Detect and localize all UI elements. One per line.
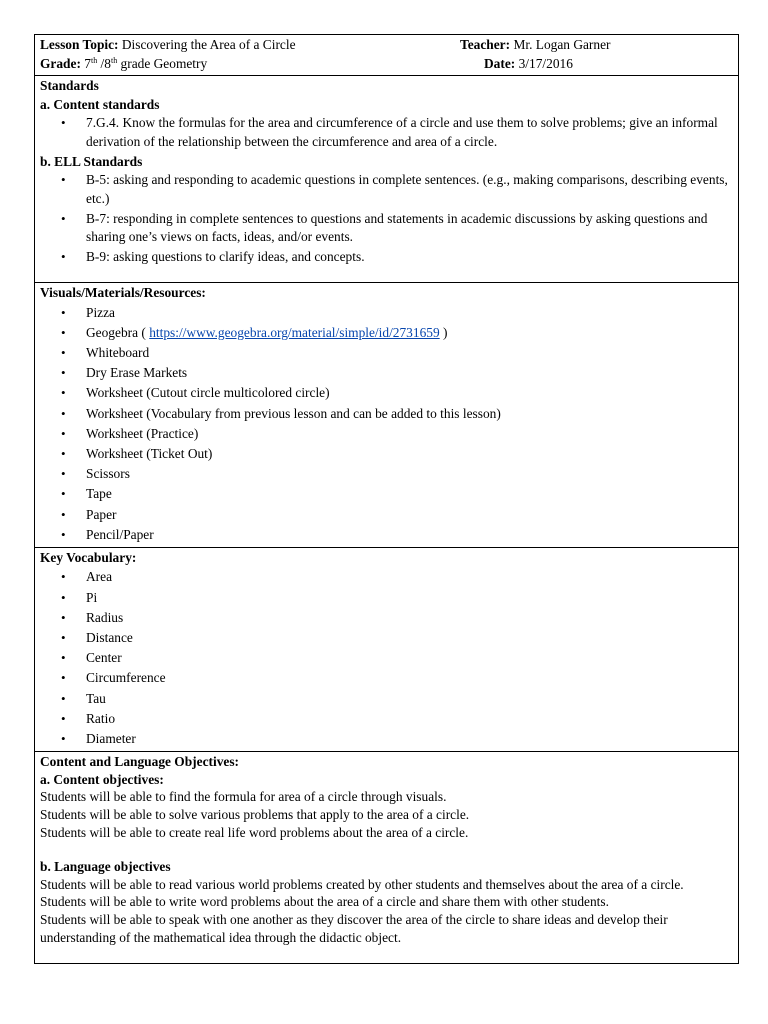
bullet-icon: • <box>61 425 66 441</box>
list-item-text: Pizza <box>86 304 115 320</box>
bullet-icon: • <box>61 526 66 542</box>
bullet-icon: • <box>61 172 66 187</box>
date <box>460 55 733 74</box>
list-item <box>40 424 733 444</box>
lesson-topic-label: Lesson Topic: <box>40 37 119 52</box>
vocabulary-cell <box>34 548 739 752</box>
bullet-icon: • <box>61 304 66 320</box>
list-item-text: Tau <box>86 690 106 706</box>
objective-line: Students will be able to find the formula for area of a circle through visuals. <box>40 789 447 805</box>
objective-line: Students will be able to speak with one another as they discover the area of the circle to share ideas and develop their understanding of the mathematical idea through the didactic object. <box>40 912 668 945</box>
lesson-topic <box>40 36 460 55</box>
bullet-icon: • <box>61 405 66 421</box>
grade-a-sup: th <box>90 55 98 65</box>
list-item <box>40 114 733 151</box>
objective-line: Students will be able to write word problems about the area of a circle and share them with other students. <box>40 894 609 910</box>
list-item-text: Ratio <box>86 710 116 726</box>
list-item-text: Radius <box>86 609 124 625</box>
language-objectives-title: b. Language objectives <box>40 859 171 875</box>
list-item <box>40 709 733 729</box>
grade <box>40 55 460 74</box>
list-item <box>40 505 733 525</box>
list-item <box>40 567 733 587</box>
bullet-icon: • <box>61 630 66 646</box>
bullet-icon: • <box>61 506 66 522</box>
bullet-icon: • <box>61 690 66 706</box>
bullet-icon: • <box>61 486 66 502</box>
ell-standards-list <box>40 171 733 267</box>
grade-a: 7 <box>84 55 91 71</box>
list-item <box>40 628 733 648</box>
list-item <box>40 588 733 608</box>
bullet-icon: • <box>61 385 66 401</box>
bullet-icon: • <box>61 589 66 605</box>
objectives-cell <box>34 752 739 964</box>
objective-line: Students will be able to solve various problems that apply to the area of a circle. <box>40 807 470 823</box>
list-item <box>40 363 733 383</box>
grade-sep: /8 <box>97 55 111 71</box>
lesson-topic-value: Discovering the Area of a Circle <box>121 37 296 52</box>
standards-cell <box>34 76 739 283</box>
geogebra-prefix: Geogebra ( <box>86 324 150 340</box>
list-item <box>40 404 733 424</box>
bullet-icon: • <box>61 466 66 482</box>
list-item <box>40 464 733 484</box>
list-item-text: Pencil/Paper <box>86 526 154 542</box>
objectives-title: Content and Language Objectives: <box>40 754 240 770</box>
list-item <box>40 668 733 688</box>
list-item <box>40 383 733 403</box>
list-item <box>40 729 733 749</box>
ell-standards-title: b. ELL Standards <box>40 153 143 169</box>
list-item-text: Paper <box>86 506 117 522</box>
list-item-text: B-9: asking questions to clarify ideas, and concepts. <box>86 249 365 264</box>
bullet-icon: • <box>61 365 66 381</box>
list-item <box>40 689 733 709</box>
list-item-text: Diameter <box>86 731 136 747</box>
bullet-icon: • <box>61 324 66 340</box>
list-item-text: Center <box>86 650 122 666</box>
vocabulary-list <box>40 567 733 749</box>
list-item-text: Worksheet (Vocabulary from previous lesson and can be added to this lesson) <box>86 405 501 421</box>
grade-label: Grade: <box>40 55 81 71</box>
list-item-text: Pi <box>86 589 98 605</box>
standards-title: Standards <box>40 78 99 93</box>
bullet-icon: • <box>61 115 66 130</box>
teacher <box>460 36 733 55</box>
list-item <box>40 303 733 323</box>
content-objectives-title: a. Content objectives: <box>40 771 164 787</box>
lesson-plan <box>34 34 739 964</box>
objective-line: Students will be able to read various world problems created by other students and themselves about the area of a circle. <box>40 876 684 892</box>
list-item-text: Worksheet (Practice) <box>86 425 199 441</box>
bullet-icon: • <box>61 569 66 585</box>
geogebra-suffix: ) <box>439 324 448 340</box>
bullet-icon: • <box>61 210 66 226</box>
objective-line: Students will be able to create real life word problems about the area of a circle. <box>40 824 469 840</box>
vocabulary-title: Key Vocabulary: <box>40 549 137 565</box>
list-item <box>40 484 733 504</box>
list-item <box>40 525 733 545</box>
list-item <box>40 210 733 247</box>
list-item <box>40 343 733 363</box>
bullet-icon: • <box>61 344 66 360</box>
bullet-icon: • <box>61 609 66 625</box>
bullet-icon: • <box>61 650 66 666</box>
materials-cell <box>34 283 739 548</box>
bullet-icon: • <box>61 249 66 264</box>
materials-title: Visuals/Materials/Resources: <box>40 285 206 300</box>
bullet-icon: • <box>61 731 66 747</box>
list-item <box>40 248 733 267</box>
bullet-icon: • <box>61 710 66 726</box>
geogebra-link[interactable]: https://www.geogebra.org/material/simple/id/2731659 <box>149 324 440 340</box>
grade-value <box>84 56 207 71</box>
grade-rest: grade Geometry <box>117 55 208 71</box>
bullet-icon: • <box>61 670 66 686</box>
list-item <box>40 608 733 628</box>
spacer <box>40 841 733 858</box>
header-cell <box>34 34 739 76</box>
bullet-icon: • <box>61 445 66 461</box>
list-item-text: Dry Erase Markets <box>86 365 188 381</box>
list-item-text: Tape <box>86 486 112 502</box>
teacher-value: Mr. Logan Garner <box>513 37 611 52</box>
list-item-text: Worksheet (Ticket Out) <box>86 445 213 461</box>
list-item-text: Whiteboard <box>86 344 150 360</box>
list-item <box>40 648 733 668</box>
materials-list <box>40 303 733 545</box>
list-item-geogebra <box>40 323 733 343</box>
list-item-text: B-5: asking and responding to academic questions in complete sentences. (e.g., making comparisons, describing events, etc.) <box>86 172 728 206</box>
list-item-text: Worksheet (Cutout circle multicolored circle) <box>86 385 330 401</box>
date-value: 3/17/2016 <box>518 55 573 71</box>
grade-b-sup: th <box>110 55 118 65</box>
content-standards-list <box>40 114 733 151</box>
list-item-text: Scissors <box>86 466 130 482</box>
list-item <box>40 171 733 208</box>
list-item-text: Distance <box>86 630 133 646</box>
list-item <box>40 444 733 464</box>
content-standards-title: a. Content standards <box>40 96 160 112</box>
list-item-text: Area <box>86 569 113 585</box>
list-item-text: 7.G.4. Know the formulas for the area and circumference of a circle and use them to solve problems; give an informal derivation of the relationship between the circumference and area of a circle. <box>86 115 718 149</box>
date-label: Date: <box>484 55 516 71</box>
list-item-text: Circumference <box>86 670 166 686</box>
list-item-text: B-7: responding in complete sentences to questions and statements in academic discussions by asking questions and sharing one’s views on facts, ideas, and/or events. <box>86 210 708 244</box>
teacher-label: Teacher: <box>460 37 511 52</box>
